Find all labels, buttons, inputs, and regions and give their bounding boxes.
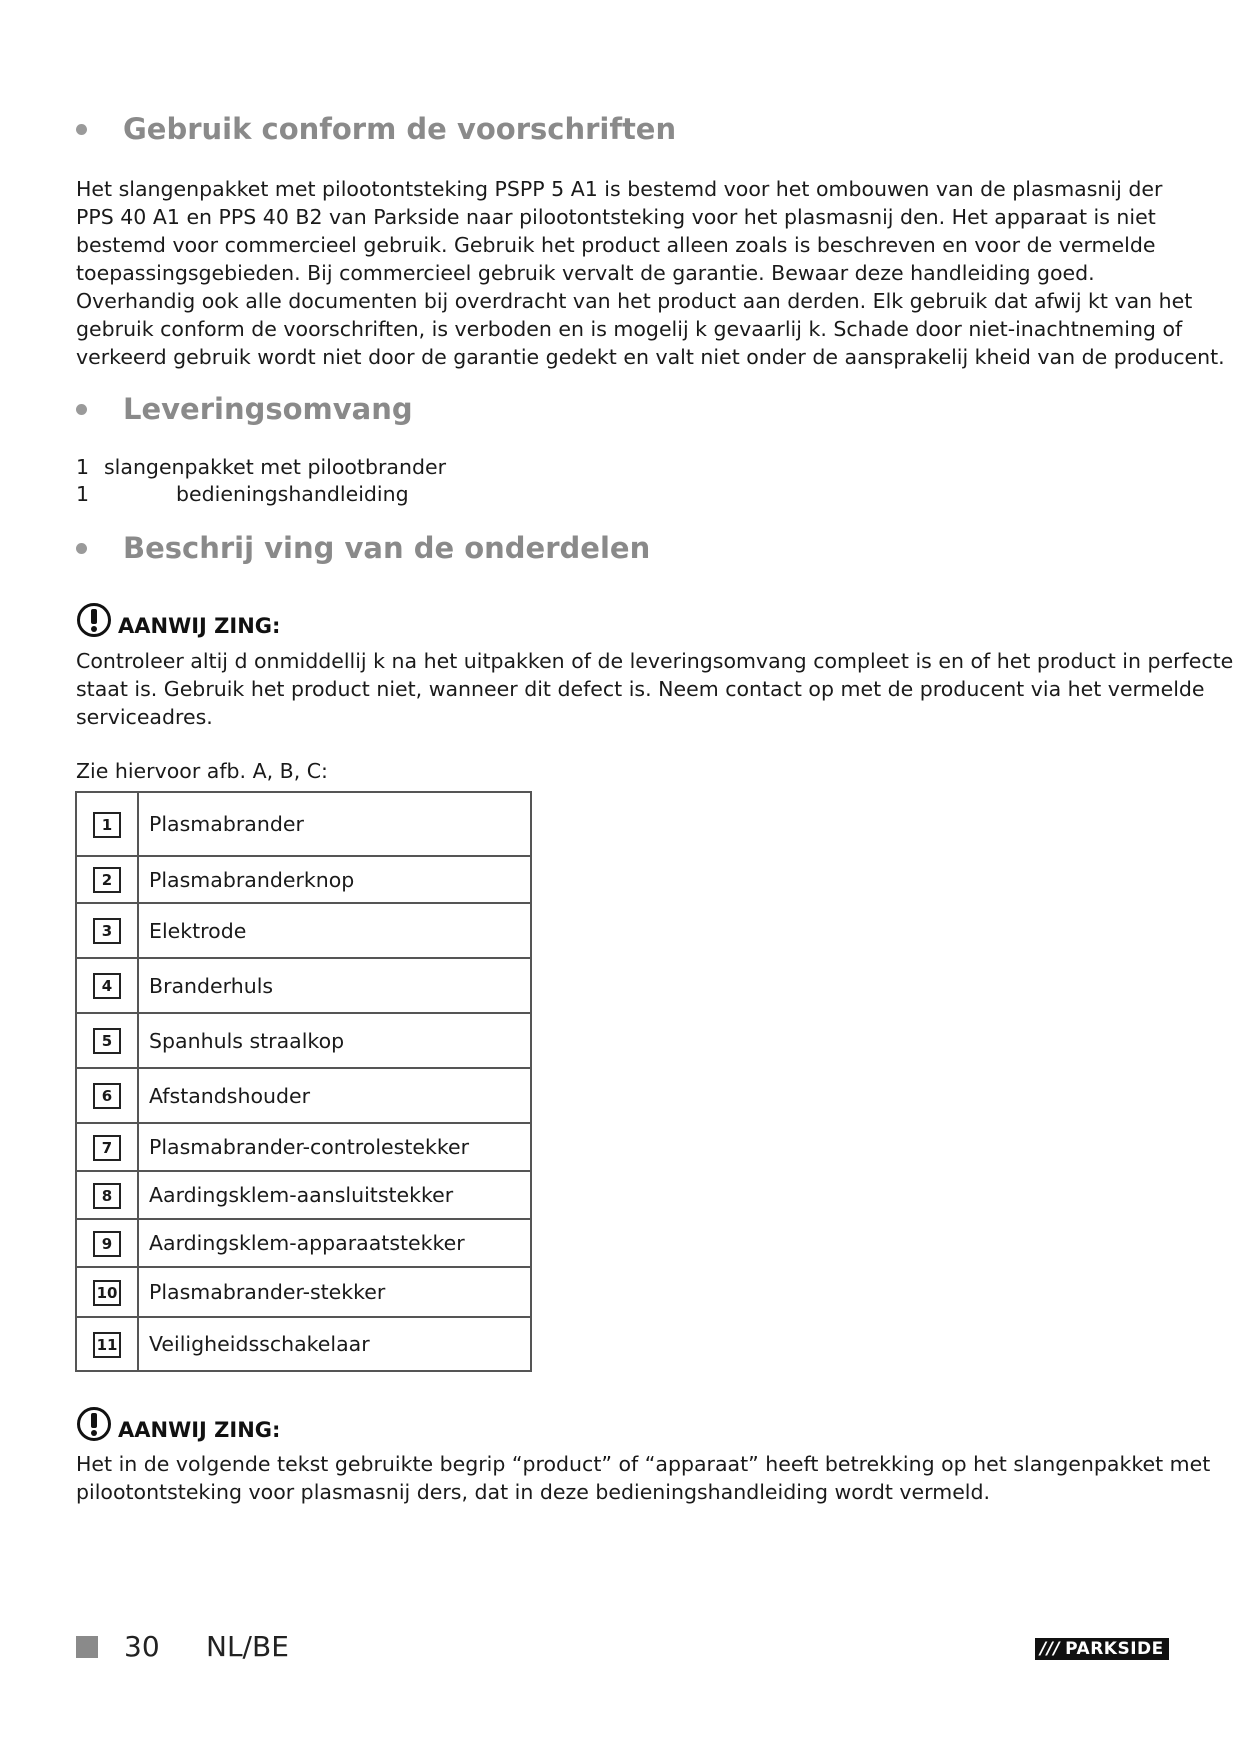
table-row [76, 1171, 531, 1219]
bullet-icon [76, 543, 87, 554]
part-number: 6 [93, 1083, 121, 1109]
part-number: 2 [93, 867, 121, 893]
table-row [76, 1219, 531, 1267]
parkside-logo [1035, 1638, 1169, 1660]
part-number: 10 [93, 1280, 121, 1306]
text-line: Overhandig ook alle documenten bij overdracht van het product aan derden. Elk gebruik dat afwij kt van het [76, 289, 1193, 313]
table-row [76, 903, 531, 958]
note-heading [76, 1406, 280, 1442]
bullet-icon [76, 404, 87, 415]
heading-text: Beschrij ving van de onderdelen [123, 531, 651, 565]
scope-item [76, 480, 409, 508]
table-row [76, 1013, 531, 1068]
note-label: AANWIJ ZING: [118, 614, 281, 638]
table-row [76, 1123, 531, 1171]
part-number: 9 [93, 1231, 121, 1257]
scope-label: bedieningshandleiding [176, 482, 409, 506]
part-name: Aardingsklem-apparaatstekker [138, 1219, 531, 1267]
heading-parts-description [76, 531, 650, 565]
part-number: 3 [93, 918, 121, 944]
heading-text: Gebruik conform de voorschriften [123, 112, 677, 146]
text-line: PPS 40 A1 en PPS 40 B2 van Parkside naar pilootontsteking voor het plasmasnij den. Het apparaat is niet [76, 205, 1156, 229]
text-line: serviceadres. [76, 705, 213, 729]
scope-label: slangenpakket met pilootbrander [104, 455, 447, 479]
part-number-cell [76, 1013, 138, 1068]
text-line: bestemd voor commercieel gebruik. Gebruik het product alleen zoals is beschreven en voor de vermelde [76, 233, 1156, 257]
warning-exclamation-icon [76, 1406, 112, 1442]
part-number-cell [76, 1068, 138, 1123]
scope-qty: 1 [76, 455, 90, 479]
table-row [76, 1068, 531, 1123]
scope-item [76, 453, 446, 481]
part-name: Afstandshouder [138, 1068, 531, 1123]
logo-slashes: /// [1040, 1639, 1061, 1659]
text-line: verkeerd gebruik wordt niet door de garantie gedekt en valt niet onder de aansprakelij kheid van de producent. [76, 345, 1225, 369]
part-number-cell [76, 1219, 138, 1267]
part-name: Veiligheidsschakelaar [138, 1317, 531, 1371]
part-name: Aardingsklem-aansluitstekker [138, 1171, 531, 1219]
footer-square-mark [76, 1636, 98, 1658]
part-name: Elektrode [138, 903, 531, 958]
bullet-icon [76, 124, 87, 135]
part-number: 5 [93, 1028, 121, 1054]
heading-text: Leveringsomvang [123, 392, 413, 426]
table-row [76, 792, 531, 856]
parts-table [75, 791, 532, 1372]
text-line: staat is. Gebruik het product niet, wanneer dit defect is. Neem contact op met de producent via het vermelde [76, 677, 1205, 701]
part-number-cell [76, 856, 138, 903]
text-line: gebruik conform de voorschriften, is verboden en is mogelij k gevaarlij k. Schade door niet-inachtneming of [76, 317, 1183, 341]
part-number: 1 [93, 812, 121, 838]
see-figures-text: Zie hiervoor afb. A, B, C: [76, 759, 328, 783]
logo-text: PARKSIDE [1065, 1639, 1164, 1659]
intended-use-text [76, 175, 1225, 371]
text-line: Het slangenpakket met pilootontsteking PSPP 5 A1 is bestemd voor het ombouwen van de plasmasnij der [76, 177, 1163, 201]
note-heading [76, 602, 280, 638]
text-line: pilootontsteking voor plasmasnij ders, dat in deze bedieningshandleiding wordt vermeld. [76, 1480, 991, 1504]
note-text [76, 647, 1233, 731]
part-number-cell [76, 1317, 138, 1371]
locale-label: NL/BE [206, 1630, 289, 1663]
part-name: Plasmabrander-controlestekker [138, 1123, 531, 1171]
table-row [76, 1317, 531, 1371]
part-number: 7 [93, 1135, 121, 1161]
heading-intended-use [76, 112, 676, 146]
part-name: Plasmabranderknop [138, 856, 531, 903]
part-name: Branderhuls [138, 958, 531, 1013]
scope-qty: 1 [76, 482, 90, 506]
table-row [76, 958, 531, 1013]
part-number-cell [76, 1171, 138, 1219]
part-number: 4 [93, 973, 121, 999]
part-name: Plasmabrander [138, 792, 531, 856]
part-name: Spanhuls straalkop [138, 1013, 531, 1068]
part-number: 8 [93, 1183, 121, 1209]
part-number-cell [76, 1123, 138, 1171]
part-number-cell [76, 1267, 138, 1317]
text-line: Het in de volgende tekst gebruikte begrip “product” of “apparaat” heeft betrekking op het slangenpakket met [76, 1452, 1211, 1476]
page-number: 30 [124, 1630, 160, 1663]
table-row [76, 856, 531, 903]
table-row [76, 1267, 531, 1317]
part-number: 11 [93, 1332, 121, 1358]
text-line: Controleer altij d onmiddellij k na het uitpakken of de leveringsomvang compleet is en of het product in perfecte [76, 649, 1234, 673]
note-text [76, 1450, 1210, 1506]
part-name: Plasmabrander-stekker [138, 1267, 531, 1317]
note-label: AANWIJ ZING: [118, 1418, 281, 1442]
part-number-cell [76, 903, 138, 958]
heading-scope-of-delivery [76, 392, 413, 426]
part-number-cell [76, 958, 138, 1013]
text-line: toepassingsgebieden. Bij commercieel gebruik vervalt de garantie. Bewaar deze handleiding goed. [76, 261, 1095, 285]
part-number-cell [76, 792, 138, 856]
warning-exclamation-icon [76, 602, 112, 638]
